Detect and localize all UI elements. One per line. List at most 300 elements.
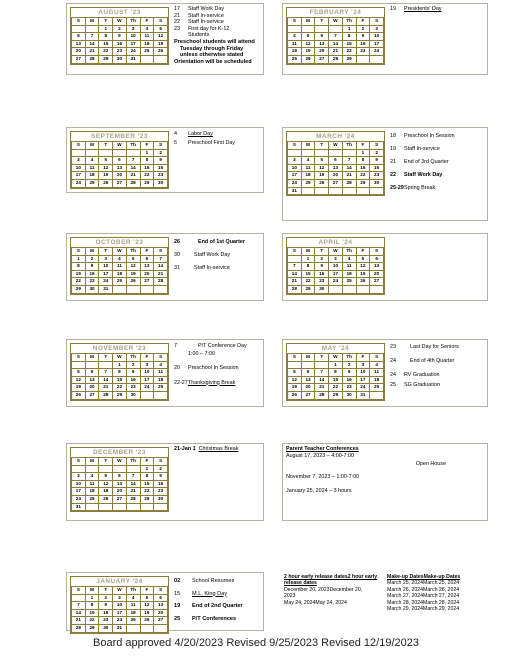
calendar-title: MAY '24: [321, 345, 350, 352]
calendar-day: 10: [99, 263, 113, 271]
calendar-day: 17: [288, 172, 302, 180]
calendar-day: 1: [301, 255, 315, 263]
calendar-day: 11: [85, 164, 99, 172]
calendar-day: 9: [85, 263, 99, 271]
event-text: Staff In-service: [188, 12, 224, 19]
weekday-header: T: [99, 354, 113, 362]
calendar-day: 13: [113, 480, 127, 488]
event-text: Preschool In Session: [404, 133, 455, 139]
events-may: [390, 342, 485, 390]
calendar-day: 13: [301, 376, 315, 384]
weekday-header: Th: [126, 18, 140, 26]
weekday-header: M: [85, 587, 99, 595]
calendar-day: 4: [342, 255, 356, 263]
early-release-line-3: May 24, 2024May 24, 2024: [284, 599, 347, 606]
calendar-day: 7: [85, 33, 99, 41]
calendar-day: 1: [329, 361, 343, 369]
event-date: 21: [390, 159, 396, 165]
calendar-title: APRIL '24: [318, 239, 353, 246]
event-row: [174, 130, 261, 139]
calendar-december: [70, 447, 169, 512]
calendar-day: 23: [370, 172, 384, 180]
weekday-header: F: [140, 458, 154, 466]
event-text: First day for K-12: [188, 25, 230, 32]
calendar-day: 29: [329, 391, 343, 399]
event-text: Staff Work Day: [188, 6, 225, 12]
event-date: 21-Jan 1: [174, 446, 196, 452]
weekday-header: F: [356, 248, 370, 256]
calendar-day: [99, 503, 113, 511]
calendar-day: 7: [154, 255, 168, 263]
weekday-header: T: [99, 587, 113, 595]
event-text: End of 3rd Quarter: [404, 159, 449, 165]
calendar-day: 27: [140, 278, 154, 286]
calendar-day: 29: [99, 55, 113, 63]
calendar-day: 28: [126, 495, 140, 503]
calendar-title: JANUARY '24: [96, 578, 143, 585]
calendar-day: 15: [342, 40, 356, 48]
calendar-day: 15: [140, 480, 154, 488]
calendar-day: 27: [315, 55, 329, 63]
event-text: SG Graduation: [404, 382, 440, 388]
calendar-day: 23: [154, 172, 168, 180]
calendar-day: 15: [356, 164, 370, 172]
calendar-day: 6: [315, 33, 329, 41]
event-date: 02: [174, 578, 181, 584]
calendar-day: 7: [72, 602, 86, 610]
section-august: [66, 3, 264, 75]
calendar-day: 20: [72, 48, 86, 56]
calendar-grid: [287, 247, 384, 294]
section-november: [66, 339, 264, 407]
weekday-header: Th: [342, 354, 356, 362]
event-text: Labor Day: [188, 131, 213, 137]
event-text: RV Graduation: [404, 372, 440, 378]
calendar-day: 5: [126, 255, 140, 263]
weekday-header: M: [85, 458, 99, 466]
calendar-grid: [71, 141, 168, 188]
event-row: [174, 446, 261, 453]
weekday-header: S: [370, 248, 384, 256]
calendar-day: [288, 255, 302, 263]
event-text: P/T Conferences: [192, 615, 237, 622]
calendar-day: 4: [85, 473, 99, 481]
weekday-header: M: [301, 354, 315, 362]
calendar-day: 19: [126, 270, 140, 278]
event-row: [390, 143, 485, 156]
event-text: Staff In-service: [188, 19, 224, 26]
calendar-day: [85, 465, 99, 473]
calendar-day: 28: [329, 55, 343, 63]
ptc-line-3: November 7, 2023 – 1:00-7:00: [286, 474, 360, 481]
calendar-day: 3: [140, 361, 154, 369]
calendar-day: 25: [154, 384, 168, 392]
calendar-day: 24: [288, 179, 302, 187]
calendar-day: [113, 285, 127, 293]
calendar-day: 23: [99, 617, 113, 625]
calendar-january: [70, 576, 169, 634]
calendar-day: [99, 149, 113, 157]
calendar-day: [154, 624, 168, 632]
weekday-header: W: [113, 18, 127, 26]
event-date: 26: [174, 239, 180, 245]
calendar-grid: [71, 353, 168, 400]
calendar-day: 31: [99, 285, 113, 293]
section-december: [66, 443, 264, 521]
calendar-day: 23: [85, 278, 99, 286]
event-text: Christmas Break: [198, 446, 239, 452]
event-date: 22: [174, 19, 180, 26]
calendar-day: 12: [154, 33, 168, 41]
calendar-day: 1: [113, 361, 127, 369]
events-january: [174, 575, 261, 625]
calendar-day: 22: [72, 278, 86, 286]
calendar-grid: [287, 353, 384, 400]
calendar-day: 2: [85, 255, 99, 263]
calendar-day: 25: [288, 55, 302, 63]
calendar-day: 1: [342, 25, 356, 33]
calendar-day: 22: [140, 172, 154, 180]
calendar-day: 3: [72, 157, 86, 165]
calendar-day: [126, 465, 140, 473]
events-november: [174, 342, 261, 387]
event-date: 19: [390, 6, 396, 12]
calendar-day: [370, 55, 384, 63]
calendar-day: [370, 285, 384, 293]
calendar-day: 17: [356, 376, 370, 384]
weekday-header: M: [301, 18, 315, 26]
event-date: 24: [390, 372, 396, 378]
weekday-header: Th: [342, 18, 356, 26]
makeup-line-3: March 27, 2024March 27, 2024: [387, 593, 460, 600]
calendar-day: [288, 25, 302, 33]
event-text: Staff In-service: [404, 146, 440, 152]
calendar-day: 16: [154, 480, 168, 488]
calendar-day: 15: [329, 376, 343, 384]
event-date: 31: [174, 265, 180, 271]
calendar-day: 24: [72, 495, 86, 503]
weekday-header: S: [72, 248, 86, 256]
calendar-day: 12: [72, 376, 86, 384]
calendar-day: 9: [356, 33, 370, 41]
calendar-day: 5: [315, 157, 329, 165]
calendar-grid: [71, 17, 168, 64]
calendar-day: 29: [85, 624, 99, 632]
calendar-day: 11: [140, 33, 154, 41]
calendar-day: 6: [140, 255, 154, 263]
calendar-day: 5: [99, 157, 113, 165]
calendar-day: 21: [126, 488, 140, 496]
calendar-day: 31: [113, 624, 127, 632]
calendar-day: 25: [126, 617, 140, 625]
event-text: Spring Break: [404, 185, 436, 191]
calendar-day: 8: [85, 602, 99, 610]
calendar-day: [99, 465, 113, 473]
calendar-day: 11: [126, 602, 140, 610]
calendar-day: 26: [99, 179, 113, 187]
calendar-day: 5: [356, 255, 370, 263]
calendar-day: 21: [288, 278, 302, 286]
august-note-2: Tuesday through Friday: [180, 45, 244, 52]
weekday-header: S: [72, 587, 86, 595]
calendar-day: 22: [113, 384, 127, 392]
weekday-header: W: [329, 248, 343, 256]
event-row: [174, 342, 261, 350]
weekday-header: S: [72, 354, 86, 362]
event-text: Presidents' Day: [404, 6, 442, 12]
calendar-day: 7: [126, 473, 140, 481]
calendar-day: [342, 187, 356, 195]
weekday-header: T: [315, 354, 329, 362]
calendar-day: 26: [154, 48, 168, 56]
calendar-day: 8: [72, 263, 86, 271]
early-release-line-1: December 20, 2023December 20,: [284, 586, 363, 593]
events-march: [390, 130, 485, 195]
calendar-day: 28: [72, 624, 86, 632]
calendar-day: 24: [356, 384, 370, 392]
weekday-header: S: [370, 18, 384, 26]
calendar-day: [140, 503, 154, 511]
weekday-header: S: [154, 18, 168, 26]
calendar-day: 13: [154, 602, 168, 610]
calendar-day: [72, 465, 86, 473]
event-date: 25: [174, 615, 181, 622]
calendar-day: [72, 149, 86, 157]
calendar-day: 9: [315, 263, 329, 271]
calendar-day: 23: [342, 384, 356, 392]
calendar-november: [70, 343, 169, 401]
calendar-day: 22: [342, 48, 356, 56]
event-text: Preschool First Day: [188, 140, 236, 146]
calendar-day: 19: [288, 384, 302, 392]
event-row: [174, 588, 261, 601]
calendar-day: 2: [315, 255, 329, 263]
calendar-day: 26: [99, 495, 113, 503]
calendar-day: 10: [113, 602, 127, 610]
calendar-day: 10: [356, 369, 370, 377]
calendar-day: 25: [85, 179, 99, 187]
calendar-day: 11: [113, 263, 127, 271]
calendar-day: 13: [72, 40, 86, 48]
calendar-september: [70, 131, 169, 189]
calendar-day: [315, 361, 329, 369]
calendar-day: 11: [342, 263, 356, 271]
calendar-day: 10: [126, 33, 140, 41]
calendar-day: 23: [154, 488, 168, 496]
calendar-day: 7: [126, 157, 140, 165]
section-march: [282, 127, 488, 221]
calendar-day: 20: [370, 270, 384, 278]
calendar-day: 18: [126, 609, 140, 617]
calendar-day: 27: [85, 391, 99, 399]
calendar-day: [356, 187, 370, 195]
event-text: Staff In-service: [194, 265, 230, 271]
calendar-day: 28: [99, 391, 113, 399]
weekday-header: M: [85, 142, 99, 150]
august-note-1: Preschool students will attend: [174, 38, 255, 45]
calendar-day: 21: [154, 270, 168, 278]
event-date: 25-29: [390, 185, 404, 191]
calendar-day: 11: [288, 40, 302, 48]
weekday-header: Th: [126, 354, 140, 362]
weekday-header: S: [288, 18, 302, 26]
event-date: 4: [174, 131, 177, 137]
weekday-header: Th: [126, 587, 140, 595]
calendar-day: 27: [370, 278, 384, 286]
calendar-day: 28: [154, 278, 168, 286]
calendar-day: 12: [126, 263, 140, 271]
calendar-day: 8: [342, 33, 356, 41]
event-date: 22-27: [174, 379, 188, 386]
calendar-day: 4: [126, 594, 140, 602]
calendar-day: 20: [301, 384, 315, 392]
calendar-day: 20: [154, 609, 168, 617]
event-date: 7: [174, 343, 177, 349]
makeup-line-2: March 26, 2024March 26, 2024: [387, 586, 460, 593]
event-text: Last Day for Seniors: [410, 344, 459, 350]
calendar-day: 18: [85, 488, 99, 496]
calendar-day: 15: [85, 609, 99, 617]
event-row: [174, 364, 261, 372]
calendar-grid: [71, 457, 168, 511]
calendar-day: 29: [342, 55, 356, 63]
calendar-day: 14: [154, 263, 168, 271]
calendar-day: 27: [113, 179, 127, 187]
calendar-day: 6: [85, 369, 99, 377]
calendar-day: 12: [301, 40, 315, 48]
calendar-day: 14: [329, 40, 343, 48]
calendar-day: [342, 285, 356, 293]
weekday-header: W: [113, 248, 127, 256]
calendar-day: [356, 285, 370, 293]
calendar-day: 7: [288, 263, 302, 271]
calendar-day: 5: [99, 473, 113, 481]
calendar-day: 3: [370, 25, 384, 33]
calendar-august: [70, 7, 169, 65]
calendar-title: FEBRUARY '24: [309, 9, 362, 16]
special-dates-columns: [284, 574, 486, 612]
calendar-day: 16: [85, 270, 99, 278]
event-text: M.L. King Day: [192, 590, 228, 597]
calendar-day: 26: [301, 55, 315, 63]
makeup-line-4: March 28, 2024March 28, 2024: [387, 599, 460, 606]
weekday-header: S: [72, 18, 86, 26]
event-row: [390, 182, 485, 195]
events-october: [174, 236, 261, 275]
calendar-day: 24: [72, 179, 86, 187]
calendar-day: 27: [329, 179, 343, 187]
weekday-header: W: [113, 354, 127, 362]
calendar-day: 13: [85, 376, 99, 384]
calendar-day: 10: [370, 33, 384, 41]
calendar-day: 17: [140, 376, 154, 384]
event-row: [174, 26, 261, 33]
event-row: [390, 370, 485, 380]
board-approval-footer: Board approved 4/20/2023 Revised 9/25/2023 Revised 12/19/2023: [93, 637, 419, 649]
weekday-header: F: [140, 142, 154, 150]
calendar-day: 15: [301, 270, 315, 278]
calendar-day: [329, 149, 343, 157]
calendar-day: 21: [72, 617, 86, 625]
event-row: [174, 19, 261, 26]
calendar-day: [72, 594, 86, 602]
calendar-day: 30: [99, 624, 113, 632]
calendar-day: [154, 391, 168, 399]
calendar-day: 26: [140, 617, 154, 625]
calendar-day: 24: [126, 48, 140, 56]
calendar-day: 12: [288, 376, 302, 384]
weekday-header: W: [113, 458, 127, 466]
calendar-day: 4: [301, 157, 315, 165]
early-release-line-2: 2023: [284, 593, 296, 600]
event-date: 19: [174, 603, 181, 609]
calendar-day: [370, 391, 384, 399]
calendar-day: 28: [126, 179, 140, 187]
calendar-day: [140, 624, 154, 632]
ptc-line-4: January 25, 2024 – 3 hours: [286, 487, 352, 494]
calendar-day: 5: [140, 594, 154, 602]
ptc-info: [286, 446, 486, 495]
calendar-day: 25: [301, 179, 315, 187]
calendar-day: [85, 25, 99, 33]
calendar-day: 3: [356, 361, 370, 369]
calendar-day: 29: [72, 285, 86, 293]
calendar-day: 27: [113, 495, 127, 503]
weekday-header: S: [72, 142, 86, 150]
weekday-header: T: [315, 18, 329, 26]
calendar-day: 2: [342, 361, 356, 369]
calendar-day: 11: [370, 369, 384, 377]
calendar-day: [113, 503, 127, 511]
calendar-day: 8: [356, 157, 370, 165]
calendar-day: 6: [113, 157, 127, 165]
calendar-day: 1: [99, 25, 113, 33]
calendar-day: 19: [315, 172, 329, 180]
weekday-header: T: [99, 18, 113, 26]
calendar-day: 12: [99, 480, 113, 488]
event-row: [174, 262, 261, 275]
event-date: 5: [174, 140, 177, 146]
calendar-day: [126, 624, 140, 632]
event-date: 15: [174, 590, 181, 597]
calendar-day: 11: [154, 369, 168, 377]
calendar-day: [288, 149, 302, 157]
event-date: 22: [390, 172, 396, 178]
makeup-dates-column: [383, 574, 486, 612]
calendar-day: 26: [315, 179, 329, 187]
calendar-day: [85, 149, 99, 157]
calendar-day: 30: [85, 285, 99, 293]
calendar-day: 26: [72, 391, 86, 399]
events-august: [174, 6, 261, 66]
section-special-dates: [282, 572, 488, 631]
calendar-grid: [71, 586, 168, 633]
calendar-day: 12: [99, 164, 113, 172]
calendar-day: 24: [140, 384, 154, 392]
calendar-day: [126, 285, 140, 293]
event-date: 23: [390, 344, 396, 350]
calendar-day: 18: [154, 376, 168, 384]
event-row: [390, 156, 485, 169]
ptc-line-1: August 17, 2023 – 4:00-7:00: [286, 453, 355, 460]
calendar-day: [113, 465, 127, 473]
event-row: [174, 350, 261, 358]
calendar-day: 3: [99, 255, 113, 263]
calendar-grid: [287, 17, 384, 64]
event-text: Staff Work Day: [194, 252, 231, 258]
calendar-day: 13: [140, 263, 154, 271]
calendar-day: 16: [315, 270, 329, 278]
